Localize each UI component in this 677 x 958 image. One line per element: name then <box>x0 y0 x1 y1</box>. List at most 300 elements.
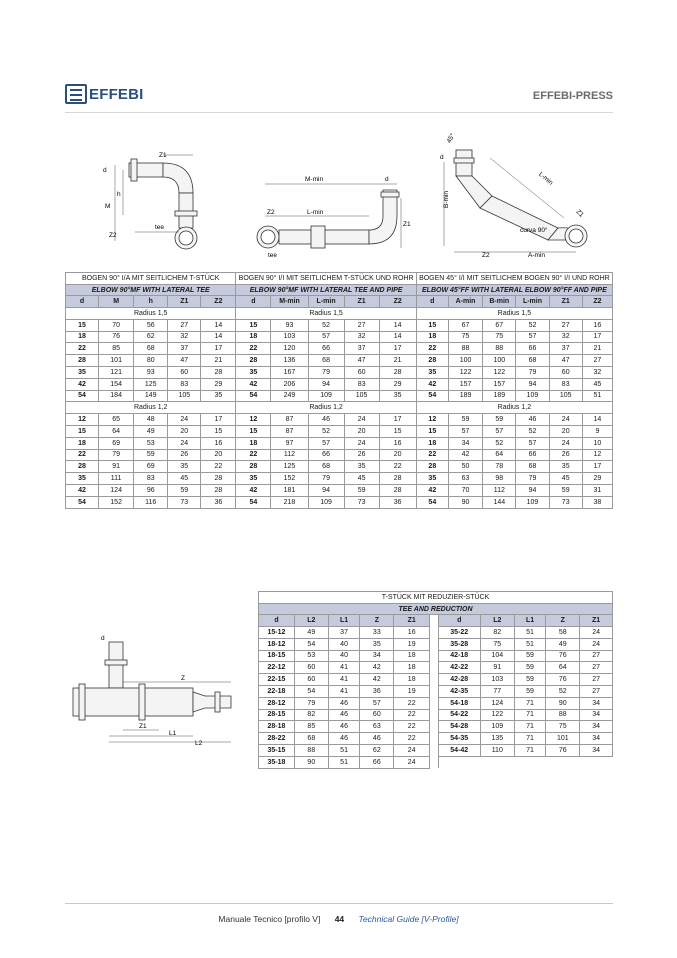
value-cell: 49 <box>294 627 328 639</box>
value-cell: 40 <box>328 650 360 662</box>
diameter-cell: 18-15 <box>259 650 295 662</box>
diameter-cell: 18-12 <box>259 638 295 650</box>
diameter-cell: 35-28 <box>438 638 480 650</box>
value-cell: 57 <box>360 697 394 709</box>
value-cell: 16 <box>379 437 416 449</box>
diameter-cell: 35 <box>416 473 448 485</box>
value-cell: 36 <box>201 496 236 508</box>
value-cell: 83 <box>344 378 379 390</box>
value-cell: 35 <box>379 390 416 402</box>
diameter-cell: 15 <box>416 319 448 331</box>
value-cell: 17 <box>201 343 236 355</box>
label-d: d <box>440 154 444 161</box>
value-cell: 76 <box>546 650 580 662</box>
value-cell: 83 <box>168 378 201 390</box>
value-cell: 94 <box>516 484 549 496</box>
value-cell: 34 <box>360 650 394 662</box>
table-row <box>259 674 613 686</box>
value-cell: 82 <box>480 627 514 639</box>
diameter-cell: 54 <box>236 496 271 508</box>
table-row <box>259 662 613 674</box>
value-cell: 52 <box>516 425 549 437</box>
page-header <box>65 84 613 108</box>
value-cell: 62 <box>360 744 394 756</box>
column-header: L2 <box>480 615 514 627</box>
value-cell: 16 <box>201 437 236 449</box>
column-header: Z1 <box>580 615 613 627</box>
value-cell: 16 <box>582 319 612 331</box>
table-row <box>259 709 613 721</box>
empty-cell <box>480 756 514 768</box>
value-cell: 90 <box>294 756 328 768</box>
diameter-cell: 22 <box>416 449 448 461</box>
value-cell: 67 <box>483 319 516 331</box>
value-cell: 120 <box>271 343 308 355</box>
value-cell: 57 <box>308 331 344 343</box>
diameter-cell: 54 <box>66 496 99 508</box>
value-cell: 71 <box>514 697 546 709</box>
radius-label: Radius 1,2 <box>416 402 612 414</box>
value-cell: 26 <box>168 449 201 461</box>
value-cell: 42 <box>360 662 394 674</box>
value-cell: 57 <box>483 425 516 437</box>
value-cell: 28 <box>379 366 416 378</box>
diameter-cell: 28-18 <box>259 721 295 733</box>
value-cell: 15 <box>201 425 236 437</box>
section-title-1: BOGEN 90° I/A MIT SEITLICHEM T-STÜCK <box>66 273 236 285</box>
column-gap <box>430 756 438 768</box>
value-cell: 49 <box>134 425 168 437</box>
value-cell: 109 <box>308 496 344 508</box>
page-footer <box>0 914 677 924</box>
value-cell: 125 <box>134 378 168 390</box>
table-row <box>66 496 613 508</box>
value-cell: 45 <box>582 378 612 390</box>
value-cell: 34 <box>580 744 613 756</box>
value-cell: 58 <box>546 627 580 639</box>
label-Z2: Z2 <box>482 252 490 259</box>
value-cell: 51 <box>582 390 612 402</box>
value-cell: 50 <box>448 461 482 473</box>
diameter-cell: 12 <box>416 414 448 426</box>
value-cell: 111 <box>99 473 134 485</box>
value-cell: 20 <box>344 425 379 437</box>
value-cell: 51 <box>328 744 360 756</box>
drawing-elbow-90-lateral-tee <box>95 145 235 255</box>
value-cell: 94 <box>516 378 549 390</box>
value-cell: 68 <box>294 733 328 745</box>
diameter-cell: 35-18 <box>259 756 295 768</box>
value-cell: 27 <box>580 650 613 662</box>
label-L-min: L-min <box>537 170 555 187</box>
value-cell: 112 <box>483 484 516 496</box>
value-cell: 59 <box>514 650 546 662</box>
value-cell: 60 <box>294 662 328 674</box>
value-cell: 17 <box>582 461 612 473</box>
value-cell: 27 <box>168 319 201 331</box>
value-cell: 27 <box>549 319 582 331</box>
value-cell: 29 <box>379 378 416 390</box>
value-cell: 52 <box>308 425 344 437</box>
value-cell: 27 <box>344 319 379 331</box>
value-cell: 70 <box>99 319 134 331</box>
value-cell: 66 <box>308 343 344 355</box>
value-cell: 116 <box>134 496 168 508</box>
diameter-cell: 15 <box>66 319 99 331</box>
value-cell: 124 <box>480 697 514 709</box>
table-row <box>66 378 613 390</box>
value-cell: 14 <box>201 319 236 331</box>
value-cell: 121 <box>99 366 134 378</box>
value-cell: 82 <box>294 709 328 721</box>
diameter-cell: 22 <box>236 449 271 461</box>
value-cell: 66 <box>516 449 549 461</box>
column-header: d <box>438 615 480 627</box>
value-cell: 68 <box>308 461 344 473</box>
value-cell: 53 <box>134 437 168 449</box>
value-cell: 21 <box>582 343 612 355</box>
value-cell: 69 <box>134 461 168 473</box>
footer-guide-title: Technical Guide [V-Profile] <box>358 914 459 924</box>
table-row <box>66 473 613 485</box>
section-subtitle-2: ELBOW 90°MF WITH LATERAL TEE AND PIPE <box>236 285 416 296</box>
footer-divider <box>65 903 613 904</box>
diameter-cell: 28-12 <box>259 697 295 709</box>
value-cell: 27 <box>580 662 613 674</box>
section-subtitle-3: ELBOW 45°FF WITH LATERAL ELBOW 90°FF AND PIPE <box>416 285 612 296</box>
table-row <box>259 685 613 697</box>
logo-text: EFFEBI <box>89 85 144 103</box>
value-cell: 35 <box>344 461 379 473</box>
value-cell: 34 <box>448 437 482 449</box>
diameter-cell: 12 <box>66 414 99 426</box>
value-cell: 75 <box>546 721 580 733</box>
diameter-cell: 54-18 <box>438 697 480 709</box>
value-cell: 51 <box>514 638 546 650</box>
value-cell: 47 <box>549 355 582 367</box>
diameter-cell: 54-42 <box>438 744 480 756</box>
value-cell: 28 <box>201 366 236 378</box>
value-cell: 33 <box>360 627 394 639</box>
diameter-cell: 54 <box>236 390 271 402</box>
column-header: L2 <box>294 615 328 627</box>
diameter-cell: 22-18 <box>259 685 295 697</box>
value-cell: 10 <box>582 437 612 449</box>
column-header: d <box>416 296 448 308</box>
diameter-cell: 54 <box>416 390 448 402</box>
value-cell: 68 <box>516 461 549 473</box>
table-row <box>66 355 613 367</box>
value-cell: 20 <box>549 425 582 437</box>
value-cell: 144 <box>483 496 516 508</box>
radius-row <box>66 308 613 320</box>
column-gap <box>430 697 438 709</box>
diameter-cell: 28 <box>236 355 271 367</box>
column-header: L-min <box>516 296 549 308</box>
diameter-cell: 15-12 <box>259 627 295 639</box>
value-cell: 73 <box>549 496 582 508</box>
drawing-elbow-90-lateral-tee-pipe <box>245 168 415 260</box>
value-cell: 26 <box>344 449 379 461</box>
value-cell: 105 <box>344 390 379 402</box>
value-cell: 75 <box>448 331 482 343</box>
value-cell: 59 <box>514 662 546 674</box>
table-row <box>259 638 613 650</box>
value-cell: 66 <box>360 756 394 768</box>
diameter-cell: 42-18 <box>438 650 480 662</box>
value-cell: 100 <box>448 355 482 367</box>
label-Z: Z <box>181 675 185 682</box>
value-cell: 66 <box>516 343 549 355</box>
value-cell: 46 <box>360 733 394 745</box>
label-curva: curva 90° <box>520 227 548 234</box>
label-Z1: Z1 <box>403 221 411 228</box>
value-cell: 60 <box>168 366 201 378</box>
footer-manual-title: Manuale Tecnico [profilo V] <box>218 914 321 924</box>
value-cell: 35 <box>168 461 201 473</box>
value-cell: 37 <box>168 343 201 355</box>
value-cell: 37 <box>549 343 582 355</box>
diameter-cell: 42 <box>416 484 448 496</box>
empty-cell <box>580 756 613 768</box>
value-cell: 24 <box>394 756 430 768</box>
column-header: d <box>236 296 271 308</box>
tee-reduction-table <box>258 591 613 769</box>
value-cell: 51 <box>328 756 360 768</box>
diameter-cell: 18 <box>236 437 271 449</box>
label-d: d <box>103 167 107 174</box>
value-cell: 64 <box>99 425 134 437</box>
value-cell: 60 <box>360 709 394 721</box>
label-M-min: M-min <box>305 176 324 183</box>
value-cell: 24 <box>580 638 613 650</box>
value-cell: 35 <box>549 461 582 473</box>
diameter-cell: 35-15 <box>259 744 295 756</box>
value-cell: 51 <box>514 627 546 639</box>
value-cell: 28 <box>379 484 416 496</box>
value-cell: 136 <box>271 355 308 367</box>
diameter-cell: 35-22 <box>438 627 480 639</box>
column-gap <box>430 627 438 639</box>
value-cell: 57 <box>516 437 549 449</box>
value-cell: 45 <box>344 473 379 485</box>
value-cell: 94 <box>308 378 344 390</box>
diameter-cell: 22 <box>416 343 448 355</box>
value-cell: 88 <box>546 709 580 721</box>
value-cell: 112 <box>271 449 308 461</box>
value-cell: 59 <box>549 484 582 496</box>
diameter-cell: 35 <box>66 473 99 485</box>
value-cell: 14 <box>201 331 236 343</box>
value-cell: 27 <box>580 685 613 697</box>
table-row <box>66 449 613 461</box>
value-cell: 17 <box>379 414 416 426</box>
label-Z1: Z1 <box>574 208 585 219</box>
value-cell: 184 <box>99 390 134 402</box>
value-cell: 38 <box>582 496 612 508</box>
diameter-cell: 42 <box>236 484 271 496</box>
brand-name: EFFEBI-PRESS <box>532 90 613 102</box>
value-cell: 57 <box>448 425 482 437</box>
diameter-cell: 28 <box>236 461 271 473</box>
label-Z1: Z1 <box>139 723 147 730</box>
label-d: d <box>101 635 105 642</box>
value-cell: 59 <box>344 484 379 496</box>
value-cell: 24 <box>580 627 613 639</box>
value-cell: 68 <box>516 355 549 367</box>
value-cell: 27 <box>580 674 613 686</box>
table-row <box>66 390 613 402</box>
value-cell: 104 <box>480 650 514 662</box>
radius-label: Radius 1,2 <box>66 402 236 414</box>
diameter-cell: 15 <box>66 425 99 437</box>
value-cell: 122 <box>483 366 516 378</box>
table-row <box>66 461 613 473</box>
value-cell: 110 <box>480 744 514 756</box>
value-cell: 17 <box>201 414 236 426</box>
radius-label: Radius 1,5 <box>66 308 236 320</box>
diameter-cell: 12 <box>236 414 271 426</box>
column-header: Z1 <box>344 296 379 308</box>
value-cell: 63 <box>448 473 482 485</box>
value-cell: 29 <box>201 378 236 390</box>
value-cell: 48 <box>134 414 168 426</box>
value-cell: 45 <box>549 473 582 485</box>
value-cell: 93 <box>271 319 308 331</box>
value-cell: 75 <box>480 638 514 650</box>
value-cell: 32 <box>549 331 582 343</box>
value-cell: 80 <box>134 355 168 367</box>
label-h: h <box>117 191 121 198</box>
value-cell: 152 <box>271 473 308 485</box>
value-cell: 9 <box>582 425 612 437</box>
value-cell: 71 <box>514 709 546 721</box>
value-cell: 79 <box>308 366 344 378</box>
column-gap <box>430 685 438 697</box>
diameter-cell: 22 <box>66 449 99 461</box>
table-row <box>66 414 613 426</box>
value-cell: 57 <box>516 331 549 343</box>
label-B-min: B-min <box>443 191 450 208</box>
diameter-cell: 54 <box>416 496 448 508</box>
diameter-cell: 42-28 <box>438 674 480 686</box>
value-cell: 167 <box>271 366 308 378</box>
table-row <box>259 650 613 662</box>
column-header: d <box>66 296 99 308</box>
table-row <box>66 484 613 496</box>
diameter-cell: 28-22 <box>259 733 295 745</box>
column-gap <box>430 674 438 686</box>
diameter-cell: 18 <box>236 331 271 343</box>
column-header: L-min <box>308 296 344 308</box>
table-row <box>66 331 613 343</box>
value-cell: 22 <box>394 733 430 745</box>
value-cell: 54 <box>294 685 328 697</box>
section-title-3: BOGEN 45° I/I MIT SEITLICHEM BOGEN 90° I/I UND ROHR <box>416 273 612 285</box>
value-cell: 59 <box>514 685 546 697</box>
value-cell: 83 <box>549 378 582 390</box>
value-cell: 22 <box>379 461 416 473</box>
table-row <box>66 437 613 449</box>
value-cell: 41 <box>328 662 360 674</box>
value-cell: 19 <box>394 638 430 650</box>
label-Z2: Z2 <box>109 232 117 239</box>
value-cell: 28 <box>379 473 416 485</box>
value-cell: 46 <box>308 414 344 426</box>
value-cell: 218 <box>271 496 308 508</box>
value-cell: 101 <box>99 355 134 367</box>
label-L-min: L-min <box>307 209 324 216</box>
value-cell: 68 <box>134 343 168 355</box>
logo-mark-icon <box>65 84 87 104</box>
value-cell: 54 <box>294 638 328 650</box>
value-cell: 34 <box>580 721 613 733</box>
value-cell: 24 <box>168 414 201 426</box>
value-cell: 76 <box>546 674 580 686</box>
value-cell: 27 <box>582 355 612 367</box>
diameter-cell: 35 <box>66 366 99 378</box>
diameter-cell: 18 <box>416 331 448 343</box>
value-cell: 77 <box>480 685 514 697</box>
reduction-title: T-STÜCK MIT REDUZIER-STÜCK <box>259 592 613 604</box>
value-cell: 69 <box>99 437 134 449</box>
value-cell: 91 <box>99 461 134 473</box>
value-cell: 60 <box>549 366 582 378</box>
column-header: Z1 <box>549 296 582 308</box>
diameter-cell: 28 <box>416 355 448 367</box>
value-cell: 70 <box>448 484 482 496</box>
value-cell: 35 <box>201 390 236 402</box>
value-cell: 16 <box>394 627 430 639</box>
diameter-cell: 42 <box>66 484 99 496</box>
value-cell: 79 <box>516 473 549 485</box>
value-cell: 88 <box>483 343 516 355</box>
diameter-cell: 18 <box>416 437 448 449</box>
value-cell: 59 <box>134 449 168 461</box>
value-cell: 52 <box>308 319 344 331</box>
value-cell: 22 <box>394 697 430 709</box>
value-cell: 73 <box>344 496 379 508</box>
diameter-cell: 35 <box>236 366 271 378</box>
empty-cell <box>546 756 580 768</box>
value-cell: 103 <box>480 674 514 686</box>
label-Z1: Z1 <box>159 152 167 159</box>
table-row <box>259 744 613 756</box>
value-cell: 20 <box>201 449 236 461</box>
value-cell: 37 <box>344 343 379 355</box>
column-header: Z2 <box>379 296 416 308</box>
value-cell: 59 <box>514 674 546 686</box>
value-cell: 101 <box>546 733 580 745</box>
value-cell: 154 <box>99 378 134 390</box>
diameter-cell: 22 <box>236 343 271 355</box>
table-row <box>259 721 613 733</box>
value-cell: 14 <box>582 414 612 426</box>
value-cell: 66 <box>308 449 344 461</box>
diameter-cell: 22 <box>66 343 99 355</box>
value-cell: 249 <box>271 390 308 402</box>
value-cell: 109 <box>308 390 344 402</box>
table-row <box>66 366 613 378</box>
elbow-dimensions-table <box>65 272 613 509</box>
column-header: B-min <box>483 296 516 308</box>
value-cell: 88 <box>448 343 482 355</box>
value-cell: 87 <box>271 414 308 426</box>
value-cell: 52 <box>546 685 580 697</box>
value-cell: 59 <box>448 414 482 426</box>
column-header: Z1 <box>394 615 430 627</box>
value-cell: 47 <box>168 355 201 367</box>
